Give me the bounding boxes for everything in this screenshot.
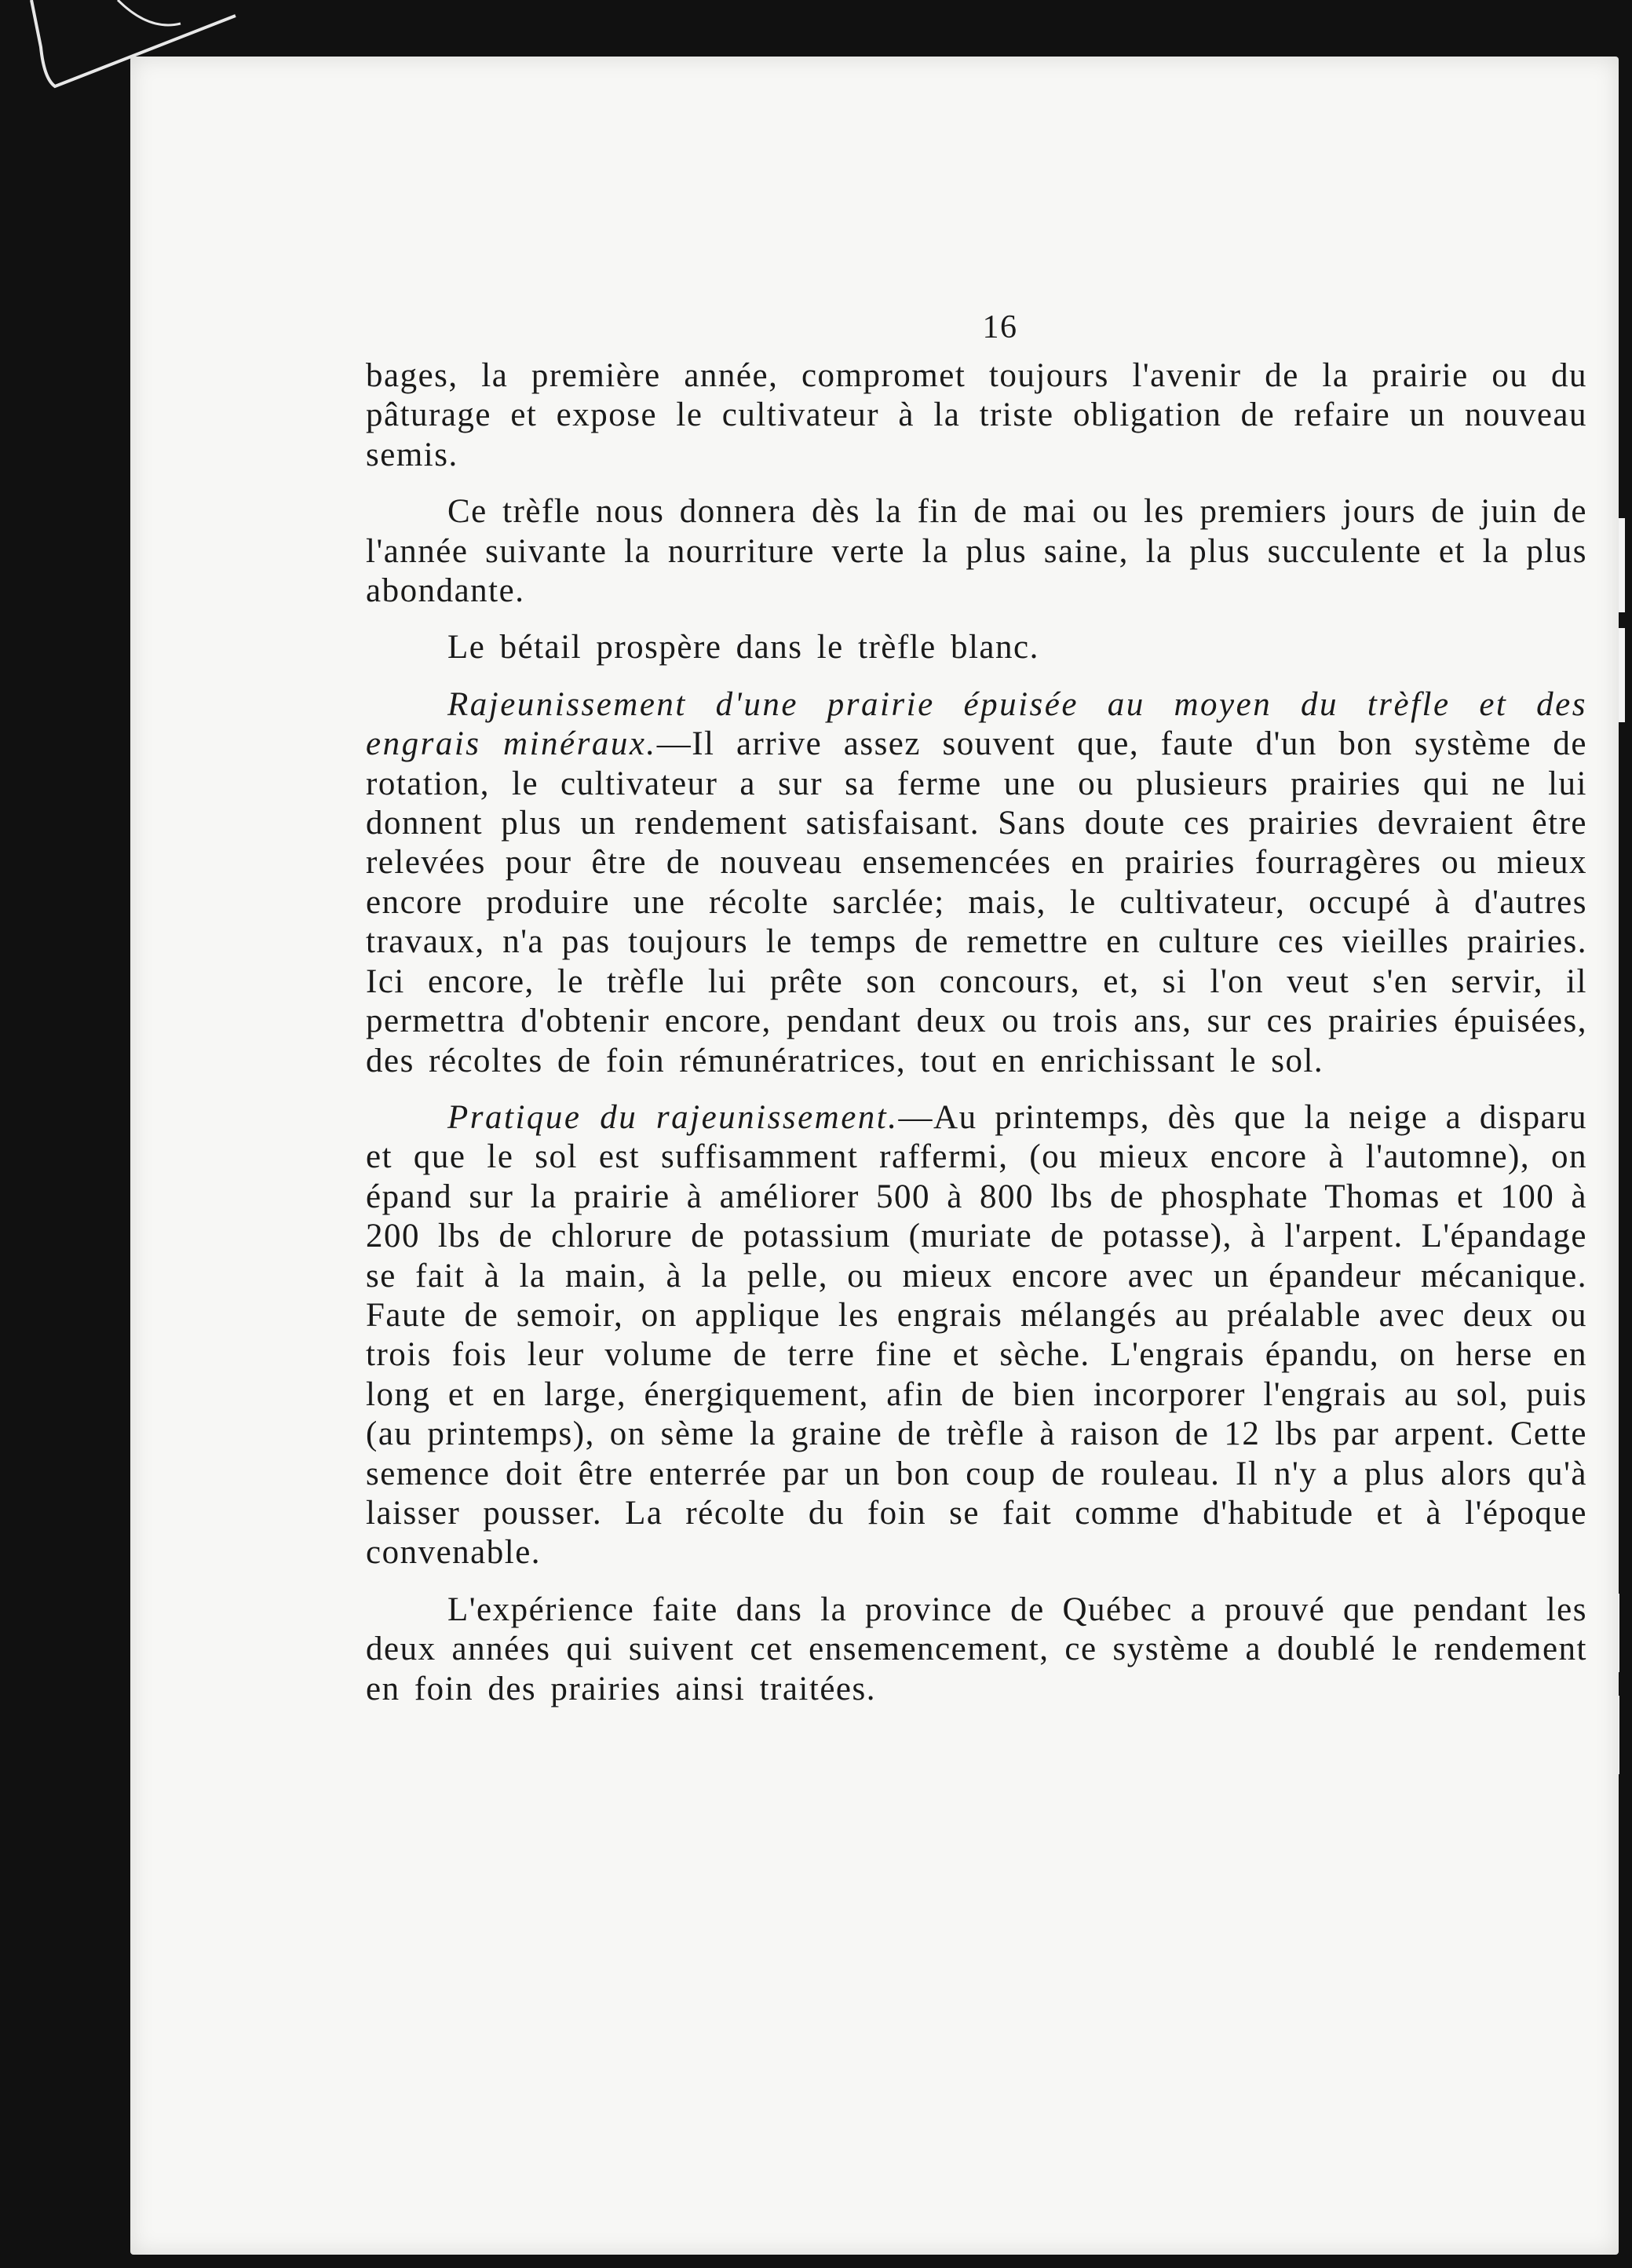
page-number: 16 — [982, 309, 1018, 345]
section-heading: Pratique du rajeunissement. — [447, 1098, 899, 1136]
paragraph: Ce trèfle nous donnera dès la fin de mai ou les premiers jours de juin de l'année suivante la nourriture verte la plus saine, la plus succulente et la plus abondante. — [366, 493, 1587, 610]
section-paragraph — [366, 685, 1587, 1081]
paragraph-continued: bages, la première année, compromet toujours l'avenir de la prairie ou du pâturage et expose le cultivateur à la triste obligation de refaire un nouveau semis. — [366, 357, 1587, 473]
section-paragraph — [366, 1098, 1587, 1573]
scan-edge-artifact — [1619, 518, 1625, 612]
paragraph: Le bétail prospère dans le trèfle blanc. — [447, 629, 1039, 667]
document-page — [130, 57, 1619, 2255]
page-text — [366, 308, 1587, 1726]
paragraph: L'expérience faite dans la province de Québec a prouvé que pendant les deux années qui suivent cet ensemencement, ce système a doublé le rendement en foin des prairies ainsi traitées. — [366, 1591, 1587, 1707]
section-body: —Il arrive assez souvent que, faute d'un bon système de rotation, le cultivateur a sur sa ferme une ou plusieurs prairies qui ne lui donnent plus un rendement satisfaisant. Sans doute ces prairies devraient être relevées pour être de nouveau ensemencées en prairies fourragères ou mieux encore produire une récolte sarclée; mais, le cultivateur, occupé à d'autres travaux, n'a pas toujours le temps de remettre en culture ces vieilles prairies. Ici encore, le trèfle lui prête son concours, et, si l'on veut s'en servir, il permettra d'obtenir encore, pendant deux ou trois ans, sur ces prairies épuisées, des récoltes de foin rémunératrices, tout en enrichissant le sol. — [366, 725, 1588, 1079]
section-body: —Au printemps, dès que la neige a disparu et que le sol est suffisamment raffermi, (ou mieux encore à l'automne), on épand sur la prairie à améliorer 500 à 800 lbs de phosphate Thomas et 100 à 200 lbs de chlorure de potassium (muriate de potasse), à l'arpent. L'épandage se fait à la main, à la pelle, ou mieux encore avec un épandeur mécanique. Faute de semoir, on applique les engrais mélangés au préalable avec deux ou trois fois leur volume de terre fine et sèche. L'engrais épandu, on herse en long et en large, énergiquement, afin de bien incorporer l'engrais au sol, puis (au printemps), on sème la graine de trèfle à raison de 12 lbs par arpent. Cette semence doit être enterrée par un bon coup de rouleau. Il n'y a plus alors qu'à laisser pousser. La récolte du foin se fait comme d'habitude et à l'époque convenable. — [366, 1098, 1587, 1572]
section-heading: Rajeunissement d'une prairie épuisée au moyen du trèfle et des engrais minéraux. — [366, 685, 1587, 763]
scan-edge-artifact — [1619, 628, 1625, 722]
